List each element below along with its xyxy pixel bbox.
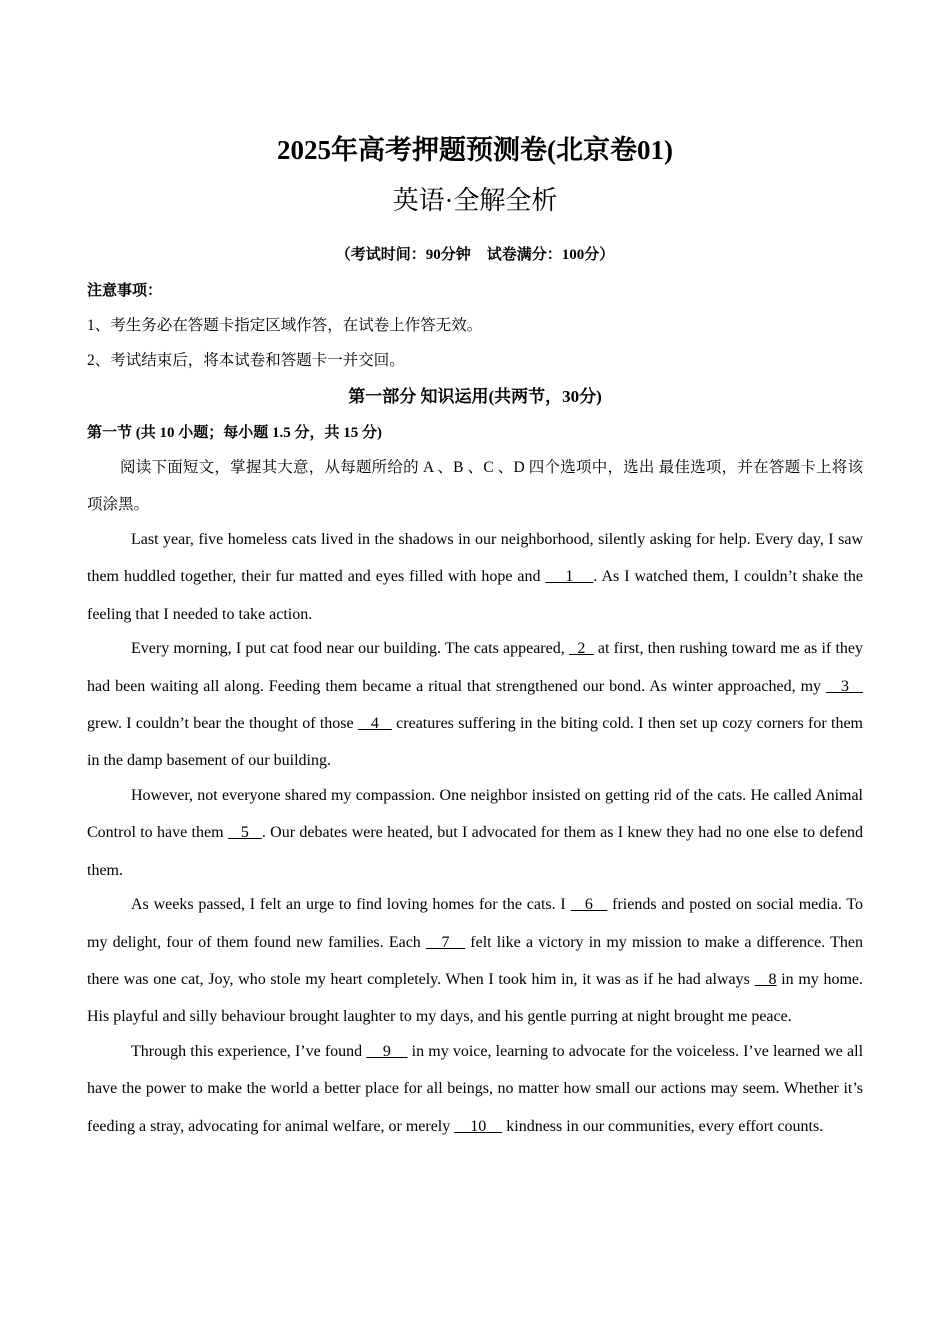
passage-text: friends and posted on social media. To my delight, four of them found new families. Each (87, 896, 863, 951)
passage-text: kindness in our communities, every effort counts. (502, 1117, 824, 1135)
part-one-title: 第一部分 知识运用(共两节，30分) (348, 387, 602, 406)
exam-time: （考试时间：90分钟 (335, 247, 471, 263)
blank-1: 1 (545, 568, 594, 586)
blank-8: 8 (754, 971, 777, 989)
page-subtitle: 英语·全解全析 (392, 186, 558, 215)
blank-5: 5 (227, 824, 262, 842)
blank-4: 4 (357, 714, 392, 732)
blank-2: 2 (568, 640, 594, 658)
notice-item: 2、考试结束后，将本试卷和答题卡一并交回。 (87, 352, 405, 369)
passage-text: at first, then rushing toward me as if they had been waiting all along. Feeding them became a ritual that strengthened our bond. As winter approached, my (87, 640, 864, 695)
passage-text: As weeks passed, I felt an urge to find loving homes for the cats. I (131, 896, 571, 914)
page-title: 2025年高考押题预测卷(北京卷01) (277, 135, 673, 165)
section-instruction: 阅读下面短文，掌握其大意，从每题所给的 A 、B 、C 、D 四个选项中，选出 最佳选项，并在答题卡上将该项涂黑。 (87, 459, 863, 513)
paragraph (87, 630, 863, 779)
passage-text: Every morning, I put cat food near our building. The cats appeared, (131, 640, 569, 658)
passage-text: Last year, five homeless cats lived in the shadows in our neighborhood, silently asking for help. Every day, I saw them huddled together, their fur matted and eyes filled with hope and (87, 531, 863, 586)
blank-7: 7 (426, 933, 466, 951)
blank-9: 9 (366, 1043, 408, 1061)
paragraph (87, 777, 863, 889)
exam-info (0, 244, 950, 266)
paragraph (87, 1033, 863, 1145)
blank-6: 6 (570, 896, 608, 914)
paragraph (87, 886, 863, 1035)
notice-item: 1、考生务必在答题卡指定区域作答，在试卷上作答无效。 (87, 317, 483, 334)
passage-text: . Our debates were heated, but I advocated for them as I knew they had no one else to defend them. (87, 824, 864, 879)
exam-score: 试卷满分：100分） (486, 247, 615, 263)
blank-3: 3 (826, 677, 864, 695)
cloze-passage (87, 521, 863, 1143)
passage-text: . As I watched them, I couldn’t shake the feeling that I needed to take action. (87, 568, 864, 623)
section-one-title: 第一节 (共 10 小题；每小题 1.5 分，共 15 分) (87, 425, 382, 441)
passage-text: grew. I couldn’t bear the thought of those (87, 714, 358, 732)
passage-text: in my home. His playful and silly behaviour brought laughter to my days, and his gentle purring at night brought me peace. (87, 971, 864, 1026)
notice-heading: 注意事项： (87, 283, 163, 299)
passage-text: Through this experience, I’ve found (131, 1043, 367, 1061)
paragraph (87, 521, 863, 633)
passage-text: in my voice, learning to advocate for the voiceless. I’ve learned we all have the power to make the world a better place for all beings, no matter how small our actions may seem. Whether it’s feeding a stray, advocating for animal welfare, or merely (87, 1043, 864, 1135)
passage-text: felt like a victory in my mission to make a difference. Then there was one cat, Joy, who stole my heart completely. When I took him in, it was as if he had always (87, 933, 864, 989)
passage-text: creatures suffering in the biting cold. I then set up cozy corners for them in the damp basement of our building. (87, 714, 864, 770)
blank-10: 10 (454, 1117, 503, 1135)
passage-text: However, not everyone shared my compassion. One neighbor insisted on getting rid of the cats. He called Animal Control to have them (87, 787, 863, 842)
